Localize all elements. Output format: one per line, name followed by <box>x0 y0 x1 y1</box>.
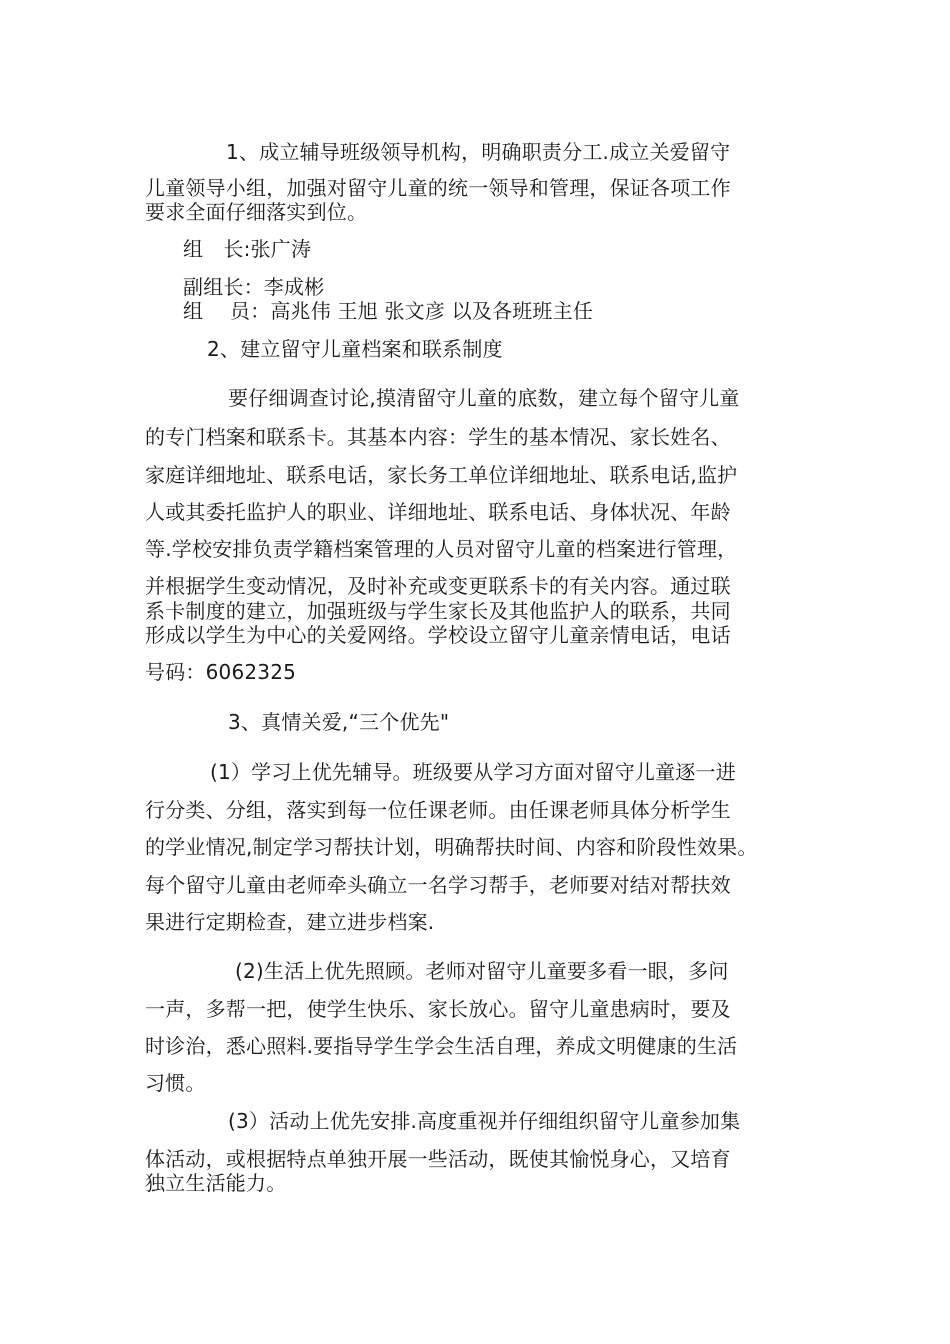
text-line: 并根据学生变动情况，及时补充或变更联系卡的有关内容。通过联 <box>145 574 731 598</box>
text-line: 组 员：高兆伟 王旭 张文彦 以及各班班主任 <box>183 299 594 323</box>
text-line: 果进行定期检查，建立进步档案. <box>145 910 435 934</box>
text-line: 1、成立辅导班级领导机构，明确职责分工.成立关爱留守 <box>226 140 731 164</box>
section-heading: 2、建立留守儿童档案和联系制度 <box>207 337 503 361</box>
text-line: 等.学校安排负责学籍档案管理的人员对留守儿童的档案进行管理， <box>145 537 738 561</box>
section-heading: 3、真情关爱,“三个优先" <box>228 710 450 734</box>
text-line: 独立生活能力。 <box>145 1171 287 1195</box>
text-line: (2)生活上优先照顾。老师对留守儿童要多看一眼，多问 <box>235 959 729 983</box>
text-line: 儿童领导小组，加强对留守儿童的统一领导和管理，保证各项工作 <box>145 176 731 200</box>
text-line: 号码：6062325 <box>145 660 297 684</box>
text-line: (3）活动上优先安排.高度重视并仔细组织留守儿童参加集 <box>228 1109 741 1133</box>
text-line: 的学业情况,制定学习帮扶计划，明确帮扶时间、内容和阶段性效果。 <box>145 835 758 859</box>
text-line: 系卡制度的建立，加强班级与学生家长及其他监护人的联系，共同 <box>145 599 731 623</box>
text-line: 每个留守儿童由老师牵头确立一名学习帮手，老师要对结对帮扶效 <box>145 873 731 897</box>
text-line: 要求全面仔细落实到位。 <box>145 200 368 224</box>
text-line: 形成以学生为中心的关爱网络。学校设立留守儿童亲情电话，电话 <box>145 623 731 647</box>
text-line: 家庭详细地址、联系电话，家长务工单位详细地址、联系电话,监护 <box>145 463 738 487</box>
text-line: 一声，多帮一把，使学生快乐、家长放心。留守儿童患病时，要及 <box>145 997 731 1021</box>
text-line: 的专门档案和联系卡。其基本内容：学生的基本情况、家长姓名、 <box>145 425 731 449</box>
text-line: 习惯。 <box>145 1071 206 1095</box>
text-line: (1）学习上优先辅导。班级要从学习方面对留守儿童逐一进 <box>210 760 736 784</box>
text-line: 副组长：李成彬 <box>183 275 325 299</box>
text-line: 要仔细调查讨论,摸清留守儿童的底数，建立每个留守儿童 <box>228 386 740 410</box>
text-line: 时诊治，悉心照料.要指导学生学会生活自理，养成文明健康的生活 <box>145 1034 738 1058</box>
text-line: 人或其委托监护人的职业、详细地址、联系电话、身体状况、年龄 <box>145 500 731 524</box>
text-line: 体活动，或根据特点单独开展一些活动，既使其愉悦身心，又培育 <box>145 1147 731 1171</box>
text-line: 组 长:张广涛 <box>183 237 312 261</box>
text-line: 行分类、分组，落实到每一位任课老师。由任课老师具体分析学生 <box>145 798 731 822</box>
